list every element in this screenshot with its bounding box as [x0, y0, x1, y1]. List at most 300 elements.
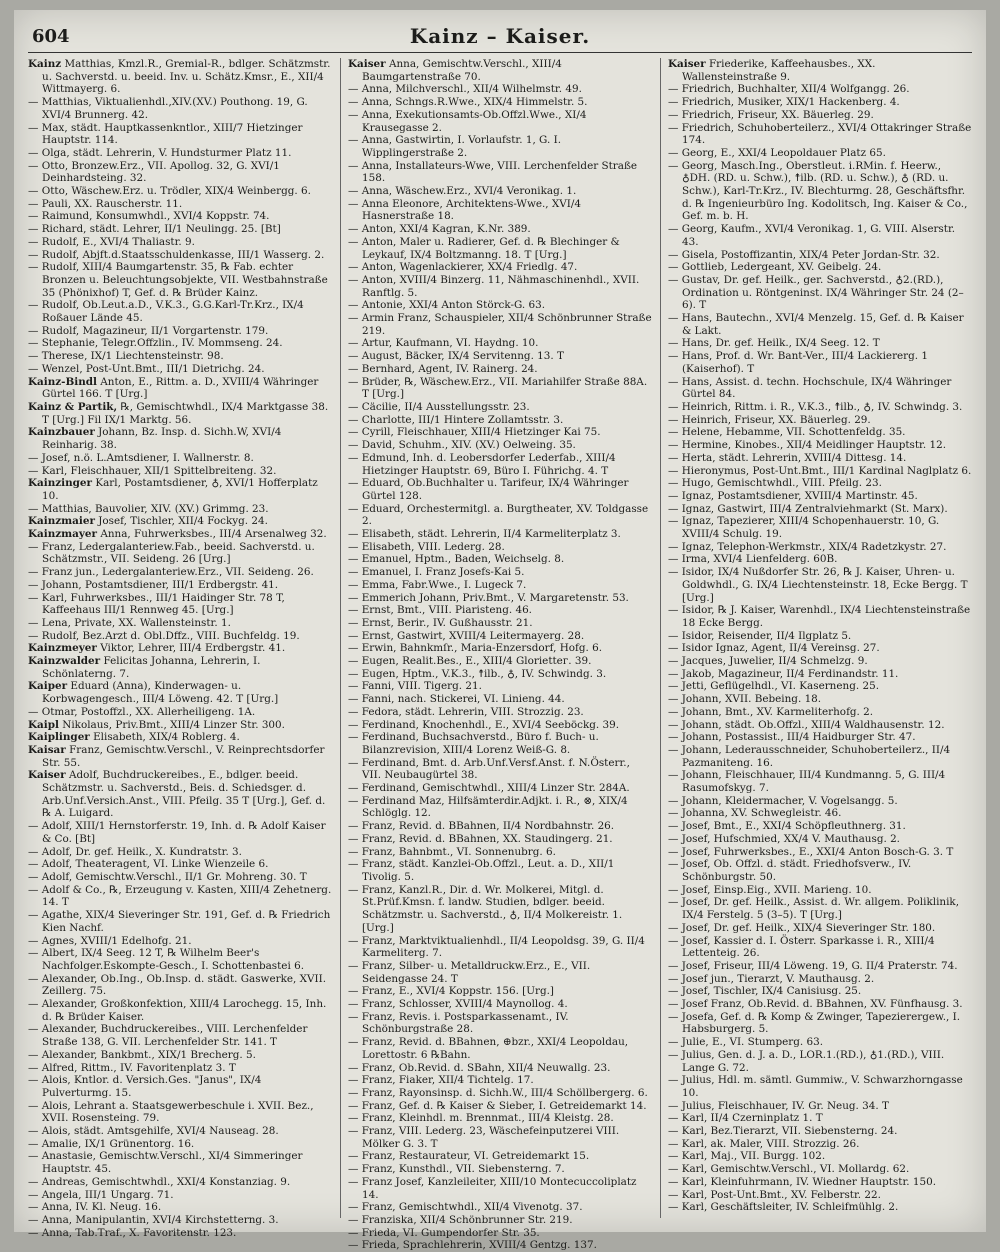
directory-entry — [348, 680, 652, 693]
entry-text: — Rudolf, E., XVI/4 Thaliastr. 9. — [28, 235, 195, 248]
entry-text: — Hieronymus, Post-Unt.Bmt., III/1 Kardinal Naglplatz 6. — [668, 464, 972, 477]
entry-text: — Frieda, Sprachlehrerin, XVIII/4 Gentzg. 137. — [348, 1239, 597, 1252]
entry-text: — Franz, Revid. d. BBahnen, XX. Staudingerg. 21. — [348, 832, 613, 845]
directory-entry — [348, 731, 652, 756]
entry-text: — Hans, Prof. d. Wr. Bant-Ver., III/4 Lackiererg. 1 (Kaiserhof). T — [668, 350, 932, 375]
columns — [28, 58, 975, 1252]
entry-text: — Franz, Kanzl.R., Dir. d. Wr. Molkerei, Mitgl. d. St.Prüf.Kmsn. f. landw. Studien, bdlger. beeid. Schätzmstr. u. Sachverstd., ♁, II/4 Molkereistr. 1. [Urg.] — [348, 883, 626, 934]
directory-entry — [668, 795, 972, 808]
directory-entry — [348, 655, 652, 668]
directory-entry — [348, 274, 652, 299]
running-head: Kainz – Kaiser. — [409, 24, 591, 48]
directory-entry — [668, 680, 972, 693]
entry-text: — Anna, Wäschew.Erz., XVI/4 Veronikag. 1. — [348, 185, 577, 198]
directory-entry — [28, 883, 335, 909]
directory-entry — [348, 566, 652, 579]
entry-text: Viktor, Lehrer, III/4 Erdbergstr. 41. — [100, 642, 286, 655]
directory-entry — [668, 807, 972, 820]
directory-entry — [668, 376, 972, 401]
directory-entry — [668, 642, 972, 655]
entry-text: — Alois, Lehrant a. Staatsgewerbeschule i. XVII. Bez., XVII. Rosensteing. 79. — [28, 1099, 317, 1125]
entry-text: — Ignaz, Telephon-Werkmstr., XIX/4 Radetzkystr. 27. — [668, 540, 947, 553]
entry-text: — Gisela, Postoffizantin, XIX/4 Peter Jordan-Str. 32. — [668, 248, 940, 261]
entry-text: — Karl, Geschäftsleiter, IV. Schleifmühlg. 2. — [668, 1201, 899, 1214]
directory-entry — [28, 1214, 332, 1227]
entry-text: — Franz, Ledergalanteriew.Fab., beeid. Sachverstd. u. Schätzmstr., VII. Seideng. 26 [Urg.] — [28, 540, 319, 566]
entry-text: — Stephanie, Telegr.Offzlin., IV. Mommseng. 24. — [28, 337, 283, 350]
entry-text: — Franz, Schlosser, XVIII/4 Maynollog. 4. — [348, 998, 568, 1011]
entry-text: — Josef, Ob. Offzl. d. städt. Friedhofsverw., IV. Schönburgstr. 50. — [668, 858, 915, 883]
directory-entry — [348, 376, 652, 401]
entry-text: — Karl, Gemischtw.Verschl., VI. Mollardg. 62. — [668, 1163, 910, 1176]
directory-entry — [668, 820, 972, 833]
entry-text: — Brüder, ℞, Wäschew.Erz., VII. Mariahilfer Straße 88A. T [Urg.] — [348, 375, 651, 401]
entry-text: ℞, Gemischtwhdl., IX/4 Marktgasse 38. T [Urg.] Fil IX/1 Marktg. 56. — [42, 400, 332, 426]
entry-text: — Karl, II/4 Czerninplatz 1. T — [668, 1112, 823, 1125]
entry-text: — Isidor, Reisender, II/4 Ilgplatz 5. — [668, 629, 852, 642]
entry-text: — Franz, Silber- u. Metalldruckw.Erz., E., VII. Seidengasse 24. T — [348, 959, 594, 985]
entry-text: — Karl, Maj., VII. Burgg. 102. — [668, 1150, 826, 1163]
directory-entry — [668, 1074, 972, 1099]
directory-entry — [668, 1100, 972, 1113]
entry-surname: Kaiser — [668, 58, 706, 70]
entry-text: — Jacques, Juwelier, II/4 Schmelzg. 9. — [668, 655, 868, 668]
entry-surname: Kainz-Bindl — [28, 375, 97, 388]
directory-entry — [28, 1125, 332, 1138]
directory-entry — [668, 1112, 972, 1125]
directory-entry — [348, 1176, 652, 1201]
entry-text: — Franz, Revis. i. Postsparkassenamt., IV. Schönburgstraße 28. — [348, 1010, 572, 1036]
directory-entry — [668, 249, 972, 262]
directory-entry — [668, 1011, 972, 1036]
directory-entry — [668, 719, 972, 732]
entry-text: — Alexander, Buchdruckereibes., VIII. Lerchenfelder Straße 138, G. VII. Lerchenfelder Str. 141. T — [28, 1023, 311, 1049]
directory-entry — [348, 1087, 652, 1100]
directory-entry — [668, 274, 972, 312]
entry-text: — Franz, Bahnbmt., VI. Sonnenubrg. 6. — [348, 845, 556, 858]
directory-entry — [28, 363, 332, 376]
directory-entry — [28, 1074, 332, 1099]
directory-entry — [28, 846, 332, 859]
entry-text: — Matthias, Viktualienhdl.,XIV.(XV.) Pouthong. 19, G. XVI/4 Brunnerg. 42. — [28, 96, 312, 121]
directory-entry — [348, 198, 652, 223]
entry-text: — Friedrich, Friseur, XX. Bäuerleg. 29. — [668, 108, 874, 121]
directory-entry — [348, 185, 652, 198]
directory-entry — [348, 1062, 652, 1075]
directory-entry — [668, 401, 972, 414]
directory-entry — [348, 1112, 652, 1125]
entry-text: Anna, Gemischtw.Verschl., XIII/4 Baumgartenstraße 70. — [362, 58, 566, 83]
entry-text: — Fanni, VIII. Tigerg. 21. — [348, 680, 482, 693]
entry-text: Felicitas Johanna, Lehrerin, I. Schönlaterng. 7. — [42, 655, 264, 680]
directory-entry — [348, 503, 652, 528]
entry-text: — Albert, IX/4 Seeg. 12 T, ℞ Wilhelm Beer's Nachfolger.Eskompte-Gesch., I. Schottenbastei 6. — [28, 947, 304, 972]
directory-entry — [348, 706, 652, 719]
entry-text: — Josef, Bmt., E., XXI/4 Schöpfleuthnerg. 31. — [668, 820, 906, 833]
entry-text: Matthias, Kmzl.R., Gremial-R., bdlger. Schätzmstr. u. Sachverstd. u. beeid. Inv. u. Schätz.Kmsr., E., XII/4 Wittmayerg. 6. — [42, 58, 334, 96]
entry-text: — Otto, Bronzew.Erz., VII. Apollog. 32, G. XVI/1 Deinhardsteing. 32. — [28, 159, 284, 185]
directory-entry — [668, 121, 975, 147]
entry-text: — Raimund, Konsumwhdl., XVI/4 Koppstr. 74. — [28, 210, 270, 223]
entry-text: — Rudolf, XIII/4 Baumgartenstr. 35, ℞ Fab. echter Bronzen u. Beleuchtungsobjekte, VII. Westbahnstraße 35 (Phönixhof) T, Gef. d. ℞ Brüder Kainz. — [28, 261, 332, 299]
directory-entry — [348, 528, 652, 541]
entry-text: — Edmund, Inh. d. Leobersdorfer Lederfab., XIII/4 Hietzinger Hauptstr. 69, Büro I. Führichg. 4. T — [348, 451, 619, 477]
directory-entry — [28, 1150, 332, 1175]
directory-entry — [348, 83, 652, 96]
entry-text: — Anna, Tab.Traf., X. Favoritenstr. 123. — [28, 1226, 237, 1239]
directory-entry — [348, 553, 652, 566]
entry-text: — Adolf & Co., ℞, Erzeugung v. Kasten, XIII/4 Zehetnerg. 14. T — [28, 883, 335, 909]
directory-entry — [668, 147, 972, 160]
directory-entry — [668, 515, 972, 540]
directory-entry — [668, 83, 972, 96]
directory-entry — [668, 452, 972, 465]
entry-text: — Artur, Kaufmann, VI. Haydng. 10. — [348, 337, 539, 350]
directory-entry — [28, 325, 332, 338]
directory-entry — [668, 896, 972, 921]
entry-text: — Rudolf, Bez.Arzt d. Obl.Dffz., VIII. Buchfeldg. 19. — [28, 629, 300, 642]
entry-text: — Ernst, Berir., IV. Gußhausstr. 21. — [348, 616, 533, 629]
entry-text: — Karl, Fleischhauer, XII/1 Spittelbreiteng. 32. — [28, 464, 277, 477]
directory-entry — [348, 998, 652, 1011]
directory-entry — [28, 223, 332, 236]
entry-surname: Kainzmeyer — [28, 642, 97, 655]
directory-entry — [348, 477, 652, 502]
entry-text: — Emma, Fabr.Wwe., I. Lugeck 7. — [348, 578, 527, 591]
directory-entry — [348, 109, 652, 134]
directory-entry — [348, 985, 652, 998]
directory-entry — [28, 58, 332, 96]
entry-surname: Kaiser — [348, 58, 386, 70]
entry-text: — Franz, Restaurateur, VI. Getreidemarkt 15. — [348, 1150, 590, 1163]
entry-surname: Kainz & Partik, — [28, 400, 118, 413]
entry-text: — Irma, XVI/4 Lienfelderg. 60B. — [668, 553, 838, 566]
directory-entry — [28, 769, 332, 820]
entry-text: — Wenzel, Post-Unt.Bmt., III/1 Dietrichg. 24. — [28, 362, 265, 375]
directory-entry — [668, 693, 972, 706]
column-2 — [348, 58, 655, 1252]
entry-text: — Jetti, Geflügelhdl., VI. Kaserneng. 25. — [668, 680, 879, 693]
entry-text: — Franz, Ob.Revid. d. SBahn, XII/4 Neuwallg. 23. — [348, 1061, 611, 1074]
entry-surname: Kainzmayer — [28, 528, 98, 541]
directory-entry — [668, 846, 972, 859]
directory-entry — [668, 1138, 972, 1151]
entry-text: — Georg, Masch.Ing., Oberstleut. i.RMin. f. Heerw., ♁DH. (RD. u. Schw.), ☨ilb. (RD. u. Schw.), ♁ (RD. u. Schw.), Karl-Tr.Krz., IV. Blechturmg. 28, Geschäftsfhr. d. ℞ Ingenieurbüro Ing. Kodolitsch, Ing. Kaiser & Co., Gef. m. b. H. — [668, 159, 971, 223]
entry-text: — Emanuel, I. Franz Josefs-Kai 5. — [348, 566, 525, 579]
directory-entry — [668, 337, 972, 350]
directory-entry — [348, 58, 652, 83]
entry-text: — Anna, IV. Kl. Neug. 16. — [28, 1201, 162, 1214]
entry-text: Friederike, Kaffeehausbes., XX. Wallensteinstraße 9. — [682, 58, 879, 83]
entry-text: — Alois, Kntlor. d. Versich.Ges. "Janus", IX/4 Pulverturmg. 15. — [28, 1074, 265, 1099]
entry-text: — Agathe, XIX/4 Sieveringer Str. 191, Gef. d. ℞ Friedrich Kien Nachf. — [28, 909, 334, 934]
directory-entry — [28, 706, 332, 719]
directory-entry — [28, 236, 332, 249]
entry-text: — Adolf, XIII/1 Hernstorferstr. 19, Inh. d. ℞ Adolf Kaiser & Co. [Bt] — [28, 820, 329, 845]
directory-entry — [348, 236, 652, 261]
directory-entry — [348, 604, 652, 617]
entry-text: — Anna, Manipulantin, XVI/4 Kirchstetterng. 3. — [28, 1213, 279, 1226]
entry-text: — Hans, Dr. gef. Heilk., IX/4 Seeg. 12. T — [668, 337, 880, 350]
entry-text: — Isidor, ℞ J. Kaiser, Warenhdl., IX/4 Liechtensteinstraße 18 Ecke Bergg. — [668, 604, 974, 629]
directory-entry — [668, 744, 972, 769]
entry-text: Adolf, Buchdruckereibes., E., bdlger. beeid. Schätzmstr. u. Sachverstd., Beis. d. Schiedsger. d. Arb.Unf.Versich.Anst., VIII. Pfeilg. 35 T [Urg.], Gef. d. ℞ A. Luigard. — [42, 769, 329, 820]
directory-entry — [28, 350, 332, 363]
entry-text: — Franz, Gemischtwhdl., XII/4 Vivenotg. 37. — [348, 1201, 583, 1214]
entry-text: — Heinrich, Friseur, XX. Bäuerleg. 29. — [668, 413, 871, 426]
entry-text: — Franz jun., Ledergalanteriew.Erz., VII. Seideng. 26. — [28, 566, 314, 579]
entry-text: — Anton, Wagenlackierer, XX/4 Friedlg. 47. — [348, 261, 578, 274]
directory-entry — [668, 414, 972, 427]
directory-entry — [28, 452, 332, 465]
directory-entry — [28, 1062, 332, 1075]
directory-entry — [668, 553, 972, 566]
directory-entry — [28, 147, 332, 160]
directory-entry — [348, 1227, 652, 1240]
entry-text: — Johann, Lederausschneider, Schuhoberteilerz., II/4 Pazmaniteng. 16. — [668, 743, 954, 769]
directory-entry — [28, 998, 332, 1023]
entry-text: — Anna, Milchverschl., XII/4 Wilhelmstr. 49. — [348, 83, 582, 96]
entry-text: — Johann, Kleidermacher, V. Vogelsangg. 5. — [668, 794, 898, 807]
directory-entry — [668, 109, 972, 122]
directory-entry — [668, 858, 972, 883]
entry-text: — Josef Franz, Ob.Revid. d. BBahnen, XV. Fünfhausg. 3. — [668, 998, 963, 1011]
entry-text: — Helene, Hebamme, VII. Schottenfeldg. 35. — [668, 426, 906, 439]
directory-entry — [28, 1049, 332, 1062]
directory-entry — [668, 1163, 972, 1176]
entry-text: — Alexander, Großkonfektion, XIII/4 Larochegg. 15, Inh. d. ℞ Brüder Kaiser. — [28, 998, 330, 1023]
entry-text: — Josef, Tischler, IX/4 Canisiusg. 25. — [668, 985, 862, 998]
entry-text: — Armin Franz, Schauspieler, XII/4 Schönbrunner Straße 219. — [348, 312, 655, 337]
directory-entry — [348, 134, 652, 159]
directory-entry — [348, 1036, 652, 1061]
directory-entry — [668, 1036, 972, 1049]
entry-text: — Josef, n.ö. L.Amtsdiener, I. Wallnerstr. 8. — [28, 451, 254, 464]
entry-text: — Josef, Einsp.Eig., XVII. Marieng. 10. — [668, 883, 872, 896]
directory-entry — [28, 1176, 332, 1189]
directory-entry — [28, 973, 332, 998]
directory-entry — [348, 299, 652, 312]
directory-entry — [668, 541, 972, 554]
entry-text: — Therese, IX/1 Liechtensteinstr. 98. — [28, 350, 224, 363]
directory-entry — [668, 160, 972, 224]
directory-entry — [668, 1189, 972, 1202]
directory-entry — [348, 439, 652, 452]
directory-entry — [668, 490, 972, 503]
entry-text: — Antonie, XXI/4 Anton Störck-G. 63. — [348, 299, 546, 312]
directory-entry — [28, 426, 332, 451]
directory-entry — [348, 642, 652, 655]
directory-entry — [28, 1201, 332, 1214]
entry-text: — Franz, Fiaker, XII/4 Tichtelg. 17. — [348, 1074, 534, 1087]
directory-entry — [28, 820, 332, 845]
entry-text: — Anton, XVIII/4 Binzerg. 11, Nähmaschinenhdl., XVII. Ranftlg. 5. — [348, 273, 643, 299]
directory-entry — [28, 528, 332, 541]
directory-entry — [668, 706, 972, 719]
directory-entry — [28, 935, 332, 948]
entry-text: — Ignaz, Gastwirt, III/4 Zentralviehmarkt (St. Marx). — [668, 502, 948, 515]
entry-text: — Eugen, Hptm., V.K.3., ☨ilb., ♁, IV. Schwindg. 3. — [348, 667, 607, 680]
directory-entry — [348, 1100, 652, 1113]
entry-text: — Franz, Revid. d. BBahnen, II/4 Nordbahnstr. 26. — [348, 820, 615, 833]
directory-entry — [348, 1125, 652, 1150]
directory-entry — [348, 337, 652, 350]
directory-entry — [28, 122, 332, 147]
entry-text: — Fedora, städt. Lehrerin, VIII. Strozzig. 23. — [348, 705, 584, 718]
entry-text: Eduard (Anna), Kinderwagen- u. Korbwagengesch., III/4 Löweng. 42. T [Urg.] — [42, 680, 279, 706]
entry-text: — Angela, III/1 Ungarg. 71. — [28, 1188, 174, 1201]
entry-surname: Kainzbauer — [28, 426, 95, 439]
directory-entry — [348, 1074, 652, 1087]
entry-text: — Karl, Fuhrwerksbes., III/1 Haidinger Str. 78 T, Kaffeehaus III/1 Rennweg 45. [Urg.] — [28, 591, 289, 617]
directory-entry — [28, 299, 332, 324]
entry-text: — Franz, städt. Kanzlei-Ob.Offzl., Leut. a. D., XII/1 Tivolig. 5. — [348, 858, 618, 883]
directory-entry — [348, 795, 652, 820]
entry-text: — Isidor, IX/4 Nußdorfer Str. 26, ℞ J. Kaiser, Uhren- u. Goldwhdl., G. IX/4 Liechtensteinstr. 18, Ecke Bergg. T [Urg.] — [668, 566, 971, 604]
directory-entry — [668, 998, 972, 1011]
directory-entry — [668, 960, 972, 973]
entry-surname: Kaipl — [28, 718, 59, 731]
entry-text: — Josef, Kassier d. I. Österr. Sparkasse i. R., XIII/4 Lettenteig. 26. — [668, 934, 938, 960]
directory-entry — [28, 198, 332, 211]
directory-entry — [348, 363, 652, 376]
directory-entry — [28, 630, 332, 643]
directory-entry — [348, 782, 652, 795]
entry-text: — Josefa, Gef. d. ℞ Komp & Zwinger, Tapezierergew., I. Habsburgerg. 5. — [668, 1010, 964, 1036]
entry-text: — Bernhard, Agent, IV. Rainerg. 24. — [348, 362, 538, 375]
entry-text: Franz, Gemischtw.Verschl., V. Reinprechtsdorfer Str. 55. — [42, 743, 328, 769]
entry-text: — Johann, XVII. Bebeing. 18. — [668, 693, 822, 706]
entry-text: — Richard, städt. Lehrer, II/1 Neulingg. 25. [Bt] — [28, 223, 281, 236]
directory-entry — [348, 1214, 652, 1227]
entry-text: — Matthias, Bauvolier, XIV. (XV.) Grimmg. 23. — [28, 502, 269, 515]
entry-text: — Olga, städt. Lehrerin, V. Hundsturmer Platz 11. — [28, 146, 292, 159]
entry-text: — Hugo, Gemischtwhdl., VIII. Pfeilg. 23. — [668, 477, 882, 490]
directory-entry — [668, 668, 972, 681]
entry-text: — Karl, Post-Unt.Bmt., XV. Felberstr. 22. — [668, 1188, 881, 1201]
directory-entry — [668, 1125, 972, 1138]
entry-text: — Franziska, XII/4 Schönbrunner Str. 219. — [348, 1213, 573, 1226]
entry-text: — David, Schuhm., XIV. (XV.) Oelweing. 35. — [348, 439, 576, 452]
directory-entry — [668, 439, 972, 452]
directory-entry — [28, 1227, 332, 1240]
directory-entry — [348, 160, 652, 185]
directory-entry — [348, 223, 652, 236]
directory-entry — [28, 249, 332, 262]
entry-text: Anna, Fuhrwerksbes., III/4 Arsenalweg 32. — [100, 528, 327, 541]
directory-entry — [28, 160, 332, 185]
directory-entry — [348, 579, 652, 592]
entry-text: — Max, städt. Hauptkassenkntlor., XIII/7 Hietzinger Hauptstr. 114. — [28, 121, 306, 147]
directory-entry — [28, 858, 332, 871]
entry-text: — Anna Eleonore, Architektens-Wwe., XVI/4 Hasnerstraße 18. — [348, 197, 585, 223]
directory-entry — [28, 719, 332, 732]
entry-text: — Ferdinand, Buchsachverstd., Büro f. Buch- u. Bilanzrevision, XIII/4 Lorenz Weiß-G. 8. — [348, 731, 603, 756]
directory-entry — [668, 426, 972, 439]
directory-entry — [28, 1100, 332, 1125]
directory-entry — [668, 58, 972, 83]
directory-entry — [28, 515, 332, 528]
directory-entry — [28, 185, 332, 198]
directory-entry — [28, 210, 332, 223]
entry-text: — Rudolf, Magazineur, II/1 Vorgartenstr. 179. — [28, 324, 269, 337]
entry-text: — Jakob, Magazineur, II/4 Ferdinandstr. 11. — [668, 667, 899, 680]
entry-text: — Julius, Fleischhauer, IV. Gr. Neug. 34. T — [668, 1099, 889, 1112]
directory-entry — [348, 261, 652, 274]
entry-text: — Friedrich, Buchhalter, XII/4 Wolfgangg. 26. — [668, 83, 910, 96]
entry-text: — Johann, Postamtsdiener, III/1 Erdbergstr. 41. — [28, 578, 279, 591]
entry-text: — Charlotte, III/1 Hintere Zollamtsstr. 3. — [348, 413, 564, 426]
directory-entry — [348, 401, 652, 414]
directory-entry — [668, 223, 972, 248]
entry-text: — Julie, E., VI. Stumperg. 63. — [668, 1036, 824, 1049]
directory-entry — [668, 465, 972, 478]
directory-entry — [28, 503, 332, 516]
entry-text: — Andreas, Gemischtwhdl., XXI/4 Konstanziag. 9. — [28, 1175, 291, 1188]
directory-entry — [348, 960, 652, 985]
directory-entry — [348, 858, 652, 883]
entry-text: — Heinrich, Rittm. i. R., V.K.3., ☨ilb., ♁, IV. Schwindg. 3. — [668, 400, 963, 413]
entry-surname: Kaisar — [28, 743, 66, 756]
entry-text: — Franz, E., XVI/4 Koppstr. 156. [Urg.] — [348, 985, 554, 998]
directory-entry — [668, 261, 972, 274]
entry-text: — Anna, Installateurs-Wwe, VIII. Lerchenfelder Straße 158. — [348, 159, 641, 185]
directory-entry — [348, 757, 652, 782]
entry-text: — Johanna, XV. Schwegleistr. 46. — [668, 807, 842, 820]
directory-entry — [668, 1176, 972, 1189]
entry-text: — Frieda, VI. Gumpendorfer Str. 35. — [348, 1226, 540, 1239]
directory-entry — [668, 1150, 972, 1163]
directory-entry — [28, 1189, 332, 1202]
directory-entry — [28, 579, 332, 592]
entry-text: — Josef, Hufschmied, XX/4 V. Mauthausg. 2. — [668, 832, 900, 845]
directory-entry — [28, 592, 332, 617]
directory-entry — [348, 414, 652, 427]
page-number: 604 — [32, 26, 70, 47]
directory-entry — [348, 935, 652, 960]
entry-text: — Alexander, Ob.Ing., Ob.Insp. d. städt. Gaswerke, XVII. Zeillerg. 75. — [28, 972, 330, 998]
directory-page — [14, 10, 986, 1252]
directory-entry — [348, 833, 652, 846]
entry-text: — Karl, Kleinfuhrmann, IV. Wiedner Hauptstr. 150. — [668, 1175, 937, 1188]
entry-text: — Anton, XXI/4 Kagran, K.Nr. 389. — [348, 223, 531, 236]
entry-text: — Johann, Postassist., III/4 Haidburger Str. 47. — [668, 731, 916, 744]
entry-text: — Josef, Dr. gef. Heilk., Assist. d. Wr. allgem. Poliklinik, IX/4 Ferstelg. 5 (3–5). T [Urg.] — [668, 896, 963, 922]
directory-entry — [668, 630, 972, 643]
entry-text: — Ferdinand, Knochenhdl., E., XVI/4 Seeböckg. 39. — [348, 718, 620, 731]
entry-text: — Cyrill, Fleischhauer, XIII/4 Hietzinger Kai 75. — [348, 426, 601, 439]
column-1 — [28, 58, 335, 1239]
directory-entry — [348, 884, 652, 935]
directory-entry — [28, 376, 332, 401]
directory-entry — [28, 655, 332, 680]
entry-text: — Ferdinand Maz, Hilfsämterdir.Adjkt. i. R., ⊗, XIX/4 Schlöglg. 12. — [348, 794, 631, 820]
entry-text: — Johann, städt. Ob.Offzl., XIII/4 Waldhausenstr. 12. — [668, 718, 945, 731]
directory-entry — [28, 871, 332, 884]
entry-text: — Eduard, Orchestermitgl. a. Burgtheater, XV. Toldgasse 2. — [348, 502, 652, 528]
entry-text: — Ernst, Bmt., VIII. Piaristeng. 46. — [348, 604, 532, 617]
directory-entry — [668, 312, 972, 337]
directory-entry — [668, 769, 972, 794]
entry-text: — Anna, Schngs.R.Wwe., XIX/4 Himmelstr. 5. — [348, 96, 588, 109]
directory-entry — [28, 337, 332, 350]
entry-text: — Ignaz, Postamtsdiener, XVIII/4 Martinstr. 45. — [668, 489, 918, 502]
directory-entry — [668, 604, 972, 629]
directory-entry — [668, 973, 972, 986]
directory-entry — [28, 1138, 332, 1151]
entry-text: — Emanuel, Hptm., Baden, Weichselg. 8. — [348, 553, 565, 566]
directory-entry — [668, 1049, 972, 1074]
